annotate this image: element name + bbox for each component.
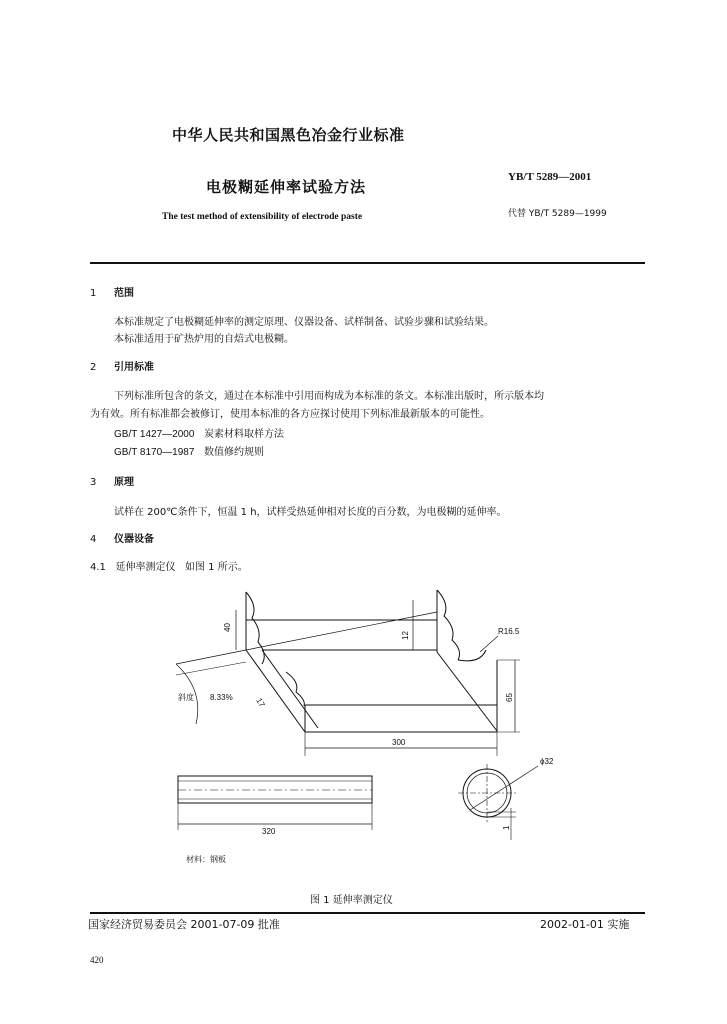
section-3-heading: 3 原理 xyxy=(90,477,134,488)
section-2-paragraph-line-2: 为有效。所有标准都会被修订，使用本标准的各方应探讨使用下列标准最新版本的可能性。 xyxy=(90,409,490,420)
subsection-number: 4.1 xyxy=(90,562,106,573)
right-diagonal xyxy=(437,652,497,731)
implementation-date: 2002-01-01 实施 xyxy=(540,918,630,931)
dim-320-label: 320 xyxy=(262,827,276,836)
subsection-title: 延伸率测定仪 xyxy=(115,562,176,573)
reference-title: 数值修约规则 xyxy=(203,447,264,458)
r16-label: R16.5 xyxy=(498,627,520,636)
fillet-arc xyxy=(458,650,486,661)
footer-divider xyxy=(90,912,645,914)
slope-line xyxy=(246,612,437,650)
figure-caption: 图 1 延伸率测定仪 xyxy=(310,895,393,906)
section-1-paragraph-1: 本标准规定了电极糊延伸率的测定原理、仪器设备、试样制备、试验步骤和试验结果。 xyxy=(114,317,494,328)
slope-label: 斜度 xyxy=(178,693,194,702)
slope-value: 8.33% xyxy=(210,693,233,702)
document-title-english: The test method of extensibility of electrode paste xyxy=(162,212,363,222)
reference-title: 炭素材料取样方法 xyxy=(203,429,284,440)
replaces-standard: 代替 YB/T 5289—1999 xyxy=(508,209,607,219)
reference-code: GB/T 1427—2000 xyxy=(114,429,195,440)
standard-organization: 中华人民共和国黑色冶金行业标准 xyxy=(172,126,405,144)
dim-65-label: 65 xyxy=(505,693,514,702)
channel-break xyxy=(286,672,304,706)
right-wall-break xyxy=(437,590,460,660)
section-2-heading: 2 引用标准 xyxy=(90,362,154,373)
dim-40-label: 40 xyxy=(223,623,232,632)
section-3-paragraph: 试样在 200℃条件下，恒温 1 h，试样受热延伸相对长度的百分数，为电极糊的延伸率。 xyxy=(114,507,507,518)
standard-number: YB/T 5289—2001 xyxy=(508,171,592,183)
approval-statement: 国家经济贸易委员会 2001-07-09 批准 xyxy=(88,918,280,931)
dim-17-label: 17 xyxy=(254,696,267,709)
section-1-paragraph-2: 本标准适用于矿热炉用的自焙式电极糊。 xyxy=(114,334,294,345)
reference-code: GB/T 8170—1987 xyxy=(114,447,195,458)
subsection-text: 如图 1 所示。 xyxy=(185,562,248,573)
section-4-heading: 4 仪器设备 xyxy=(90,534,154,545)
dim-12-label: 12 xyxy=(401,631,410,640)
document-title-chinese: 电极糊延伸率试验方法 xyxy=(206,178,367,196)
dim-1-label: 1 xyxy=(502,825,511,830)
phi32-label: ϕ32 xyxy=(540,757,554,766)
r16-leader xyxy=(480,636,498,652)
page-number: 420 xyxy=(90,955,104,965)
inner-diagonal xyxy=(262,650,318,728)
section-1-heading: 1 范围 xyxy=(90,288,134,299)
material-note: 材料：钢板 xyxy=(186,855,226,864)
section-2-paragraph-line-1: 下列标准所包含的条文，通过在本标准中引用而构成为本标准的条文。本标准出版时，所示版本均 xyxy=(114,391,544,402)
dim-300-label: 300 xyxy=(392,738,406,747)
